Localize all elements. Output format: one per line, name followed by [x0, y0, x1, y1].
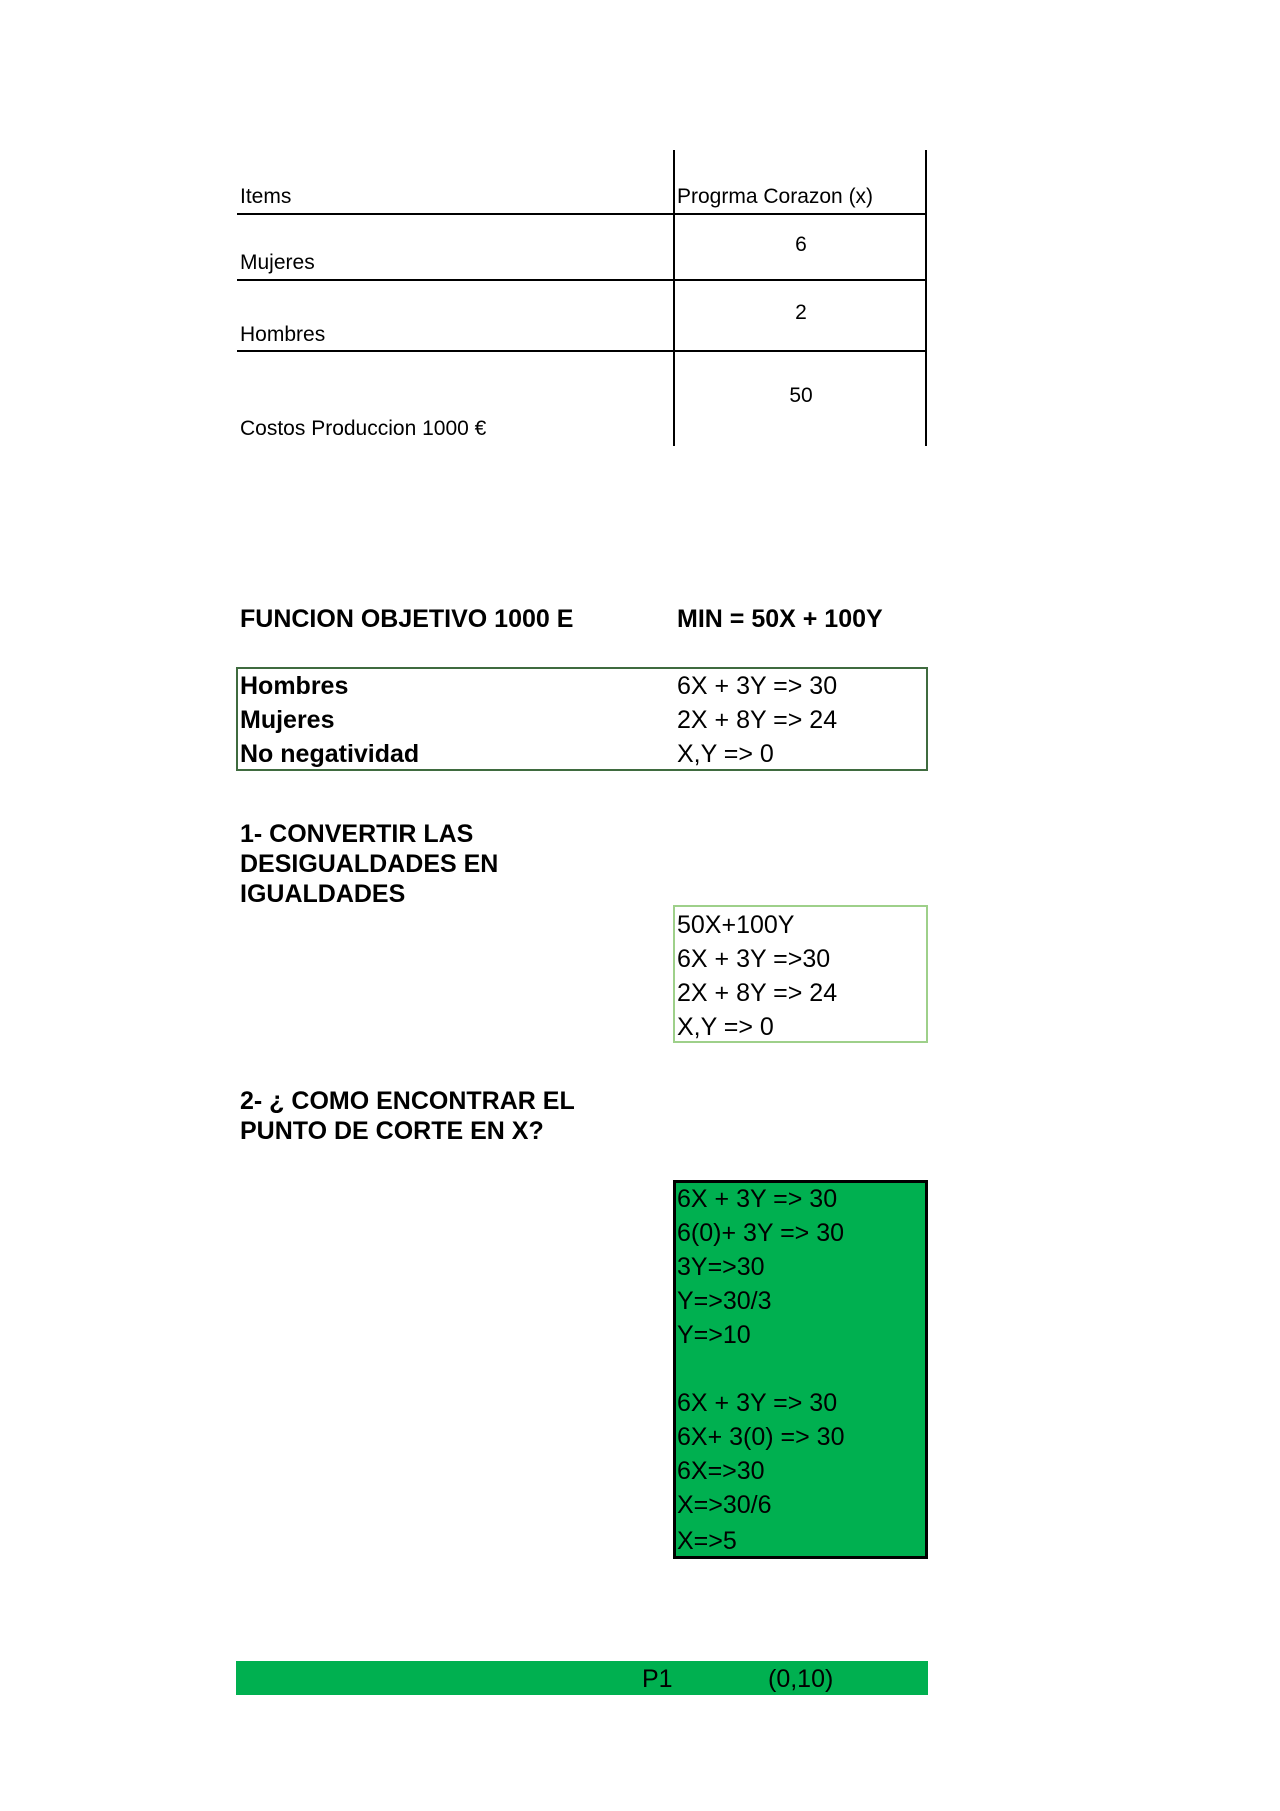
constraint-label: No negatividad [240, 740, 420, 768]
point-label: P1 [642, 1665, 673, 1693]
equality-line: 6X + 3Y =>30 [677, 945, 831, 973]
row-divider [237, 350, 927, 352]
solution-line: X=>30/6 [677, 1491, 772, 1519]
solution-line: 6X+ 3(0) => 30 [677, 1423, 845, 1451]
row-divider [237, 279, 927, 281]
step2-title-line: 2- ¿ COMO ENCONTRAR EL [240, 1087, 575, 1115]
solution-line: 6X + 3Y => 30 [677, 1389, 838, 1417]
constraint-label: Hombres [240, 672, 349, 700]
constraint-expression: 2X + 8Y => 24 [677, 706, 838, 734]
row-value: 50 [789, 384, 813, 407]
point-coordinates: (0,10) [768, 1665, 834, 1693]
equality-line: 2X + 8Y => 24 [677, 979, 838, 1007]
step1-title-line: 1- CONVERTIR LAS [240, 820, 474, 848]
objective-label: FUNCION OBJETIVO 1000 E [240, 605, 574, 633]
step1-title-line: DESIGUALDADES EN [240, 850, 499, 878]
solution-line: 6(0)+ 3Y => 30 [677, 1219, 845, 1247]
constraint-expression: 6X + 3Y => 30 [677, 672, 838, 700]
row-label: Mujeres [240, 251, 315, 274]
row-value: 6 [795, 233, 807, 256]
solution-line: 6X=>30 [677, 1457, 765, 1485]
step1-title-line: IGUALDADES [240, 880, 406, 908]
equality-line: 50X+100Y [677, 911, 795, 939]
step2-title-line: PUNTO DE CORTE EN X? [240, 1117, 544, 1145]
header-column: Progrma Corazon (x) [677, 185, 874, 208]
solution-line: Y=>10 [677, 1321, 751, 1349]
constraint-label: Mujeres [240, 706, 335, 734]
solution-line: 6X + 3Y => 30 [677, 1185, 838, 1213]
row-divider [237, 213, 927, 215]
solution-line: Y=>30/3 [677, 1287, 772, 1315]
row-label: Hombres [240, 323, 326, 346]
header-items: Items [240, 185, 292, 208]
equality-line: X,Y => 0 [677, 1013, 774, 1041]
constraint-expression: X,Y => 0 [677, 740, 774, 768]
solution-line: X=>5 [677, 1527, 737, 1555]
row-value: 2 [795, 301, 807, 324]
solution-line: 3Y=>30 [677, 1253, 765, 1281]
objective-formula: MIN = 50X + 100Y [677, 605, 883, 633]
row-label: Costos Produccion 1000 € [240, 417, 487, 440]
